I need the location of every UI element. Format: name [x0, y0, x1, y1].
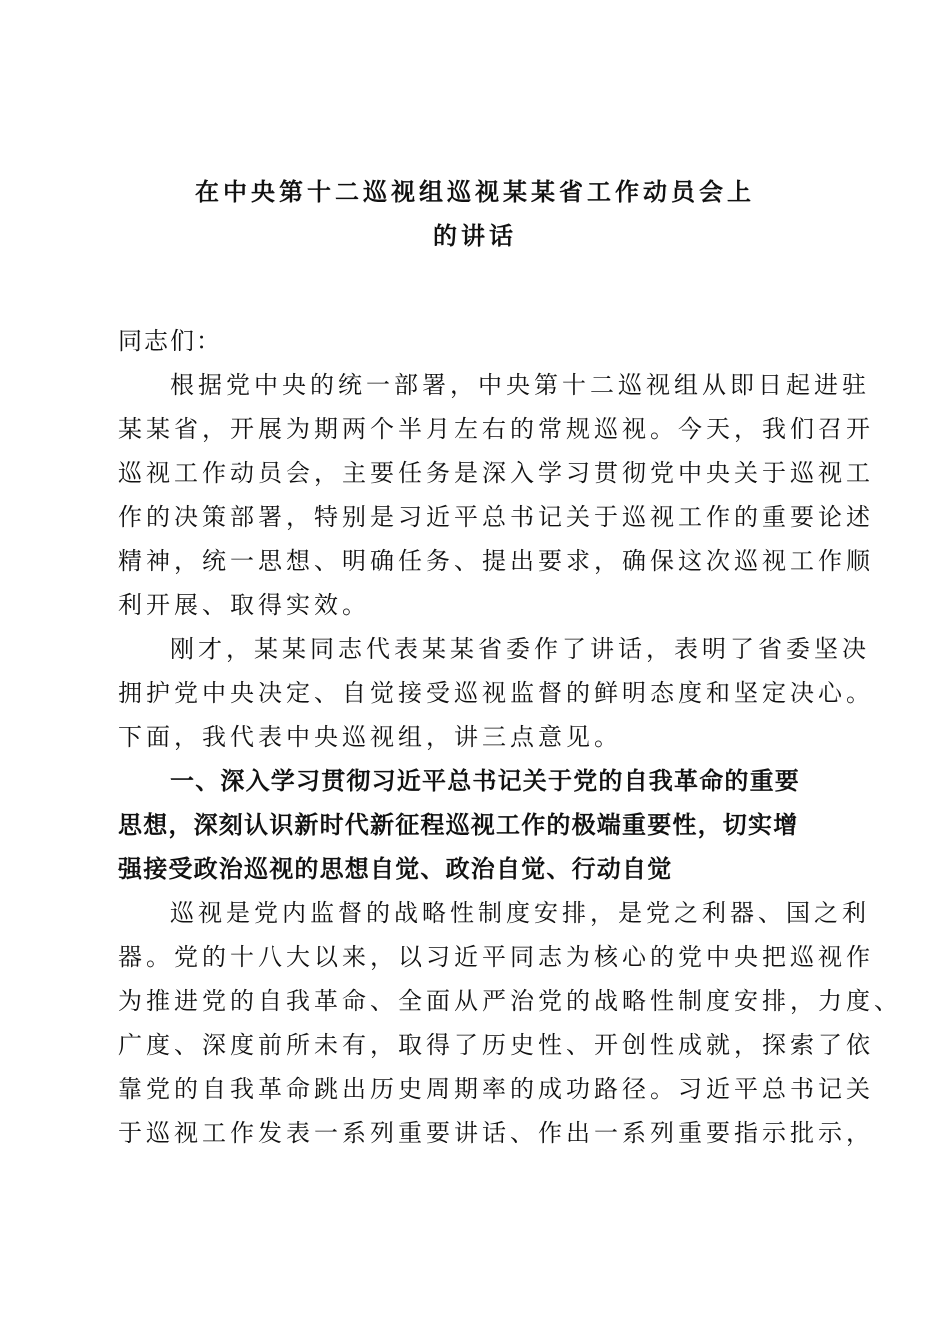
document-body — [118, 319, 902, 1155]
salutation: 同志们： — [118, 327, 222, 355]
title-line: 的讲话 — [433, 222, 517, 250]
paragraph-line: 精神，统一思想、明确任务、提出要求，确保这次巡视工作顺 — [118, 547, 874, 575]
paragraph-line: 刚才，某某同志代表某某省委作了讲话，表明了省委坚决 — [170, 635, 870, 663]
paragraph-line: 作的决策部署，特别是习近平总书记关于巡视工作的重要论述 — [118, 503, 874, 531]
paragraph-line: 于巡视工作发表一系列重要讲话、作出一系列重要指示批示， — [118, 1119, 874, 1147]
paragraph-line: 巡视工作动员会，主要任务是深入学习贯彻党中央关于巡视工 — [118, 459, 874, 487]
paragraph-1 — [118, 363, 874, 627]
section-heading-1 — [118, 759, 838, 891]
heading-line: 强接受政治巡视的思想自觉、政治自觉、行动自觉 — [118, 855, 673, 883]
paragraph-line: 根据党中央的统一部署，中央第十二巡视组从即日起进驻 — [170, 371, 870, 399]
paragraph-line: 广度、深度前所未有，取得了历史性、开创性成就，探索了依 — [118, 1031, 874, 1059]
heading-line: 一、深入学习贯彻习近平总书记关于党的自我革命的重要 — [170, 767, 800, 795]
document-title — [100, 170, 850, 258]
paragraph-line: 器。党的十八大以来，以习近平同志为核心的党中央把巡视作 — [118, 943, 874, 971]
paragraph-line: 靠党的自我革命跳出历史周期率的成功路径。习近平总书记关 — [118, 1075, 874, 1103]
heading-line: 思想，深刻认识新时代新征程巡视工作的极端重要性，切实增 — [118, 811, 799, 839]
paragraph-line: 某某省，开展为期两个半月左右的常规巡视。今天，我们召开 — [118, 415, 874, 443]
paragraph-3 — [118, 891, 902, 1155]
paragraph-2 — [118, 627, 874, 759]
paragraph-line: 巡视是党内监督的战略性制度安排，是党之利器、国之利 — [170, 899, 870, 927]
paragraph-line: 下面，我代表中央巡视组，讲三点意见。 — [118, 723, 622, 751]
paragraph-line: 拥护党中央决定、自觉接受巡视监督的鲜明态度和坚定决心。 — [118, 679, 874, 707]
paragraph-line: 利开展、取得实效。 — [118, 591, 370, 619]
paragraph-line: 为推进党的自我革命、全面从严治党的战略性制度安排，力度、 — [118, 987, 902, 1015]
title-line: 在中央第十二巡视组巡视某某省工作动员会上 — [195, 178, 755, 206]
